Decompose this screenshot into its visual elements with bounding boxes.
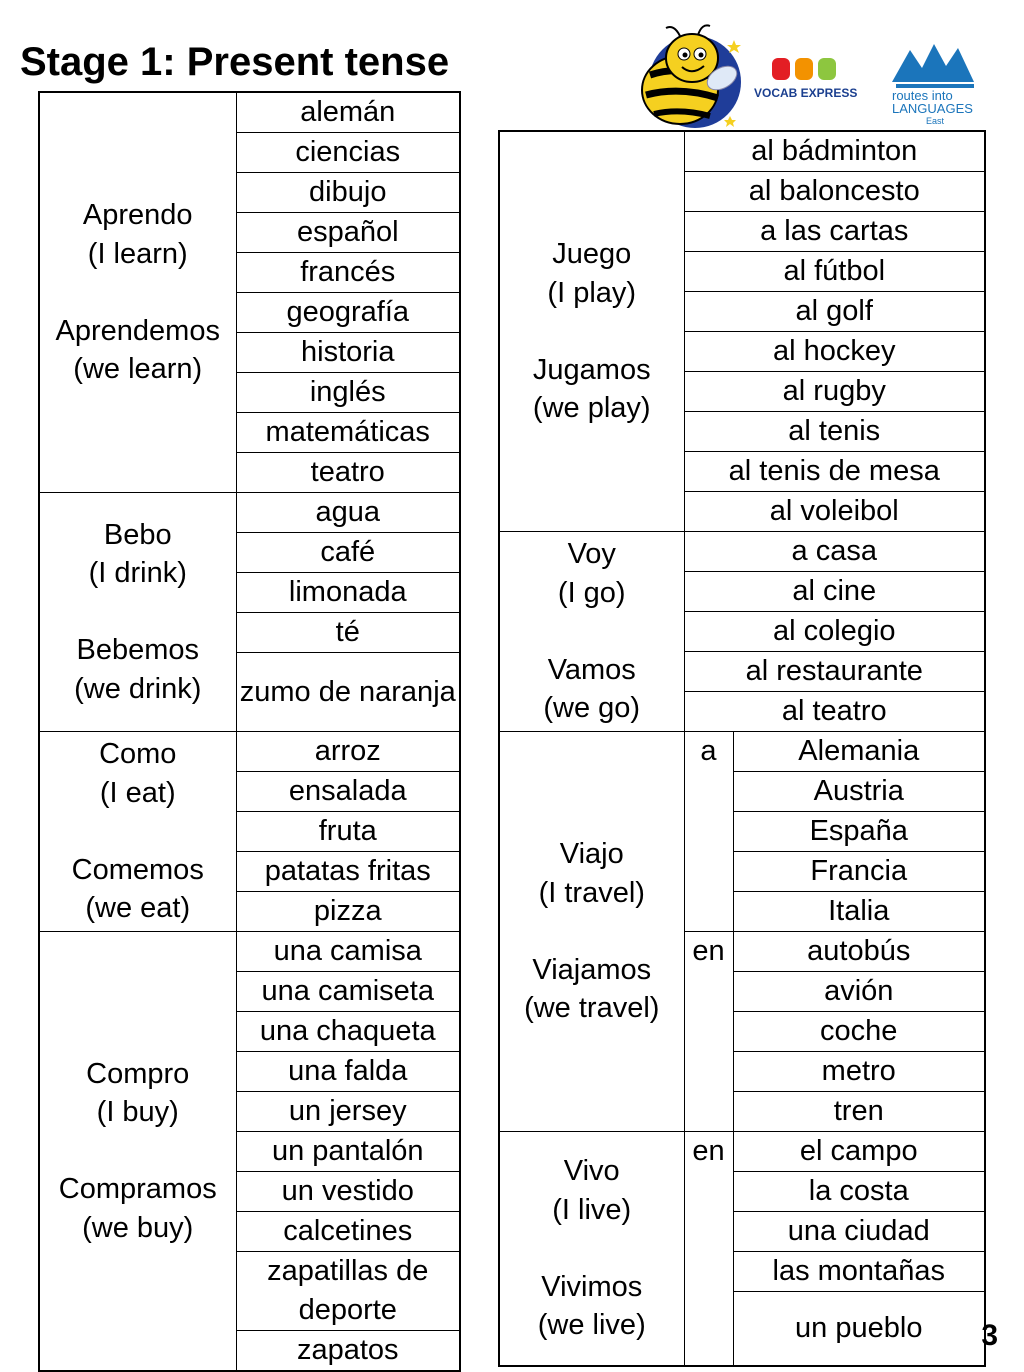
vocab-item: España [733, 812, 985, 852]
vocab-item: a las cartas [684, 212, 985, 252]
vocab-item: pizza [236, 892, 460, 932]
verb-line: (we eat) [85, 892, 191, 925]
vocab-item: al teatro [684, 692, 985, 732]
left-vocab-table [38, 91, 461, 1372]
verb-line: Vamos [547, 653, 636, 686]
verb-line: Jugamos [532, 353, 651, 386]
vocab-item: coche [733, 1012, 985, 1052]
vocab-item: zumo de naranja [236, 653, 460, 732]
verb-line: (we drink) [74, 672, 202, 705]
vocab-item: arroz [236, 732, 460, 772]
vocab-item: al tenis de mesa [684, 452, 985, 492]
vocab-item: un pueblo [733, 1292, 985, 1366]
vocab-item: un jersey [236, 1092, 460, 1132]
verb-line: Compro [86, 1057, 190, 1090]
vocab-item: zapatos [236, 1331, 460, 1372]
verb-cell-voy [499, 532, 684, 732]
verb-line: (we learn) [73, 353, 203, 386]
vocab-item: avión [733, 972, 985, 1012]
vocab-item: ciencias [236, 133, 460, 173]
vocab-item: teatro [236, 453, 460, 493]
verb-line: (we live) [537, 1309, 646, 1341]
verb-line: (I play) [547, 276, 637, 309]
vocab-item: tren [733, 1092, 985, 1132]
verb-line: (I learn) [87, 237, 188, 270]
vocab-item: metro [733, 1052, 985, 1092]
verb-line: Bebo [103, 518, 172, 551]
verb-line: (we buy) [82, 1211, 194, 1244]
verb-line: Aprendemos [55, 314, 220, 347]
verb-line: Aprendo [82, 199, 193, 232]
vocab-item: Austria [733, 772, 985, 812]
vocab-item: calcetines [236, 1212, 460, 1252]
vocab-item: zapatillas de deporte [236, 1252, 460, 1331]
page-number: 3 [981, 1319, 998, 1352]
verb-line: Compramos [58, 1173, 217, 1206]
preposition-en: en [684, 1132, 733, 1366]
verb-spacer [500, 312, 684, 351]
vocab-item: una camisa [236, 932, 460, 972]
verb-spacer [40, 593, 236, 632]
vocab-item: al rugby [684, 372, 985, 412]
vocab-express-logo [754, 58, 857, 100]
vocab-item: té [236, 613, 460, 653]
preposition-a: a [684, 732, 733, 932]
verb-line: Como [99, 738, 177, 771]
verb-line: Viajamos [532, 953, 652, 986]
vocab-item: al voleibol [684, 492, 985, 532]
verb-line: (I buy) [96, 1096, 179, 1129]
vocab-item: Italia [733, 892, 985, 932]
vocab-item: alemán [236, 92, 460, 133]
vocab-item: al tenis [684, 412, 985, 452]
vocab-item: historia [236, 333, 460, 373]
vocab-item: al baloncesto [684, 172, 985, 212]
verb-spacer [500, 912, 684, 951]
vocab-item: café [236, 533, 460, 573]
svg-text:LANGUAGES: LANGUAGES [892, 101, 973, 116]
vocab-item: al fútbol [684, 252, 985, 292]
verb-cell-viajo [499, 732, 684, 1132]
vocab-item: al cine [684, 572, 985, 612]
verb-line: (we travel) [524, 992, 660, 1025]
verb-cell-vivo [499, 1132, 684, 1366]
svg-text:VOCAB EXPRESS: VOCAB EXPRESS [754, 86, 858, 100]
verb-spacer [40, 1132, 236, 1171]
page-title: Stage 1: Present tense [20, 40, 450, 84]
verb-line: Voy [567, 538, 616, 571]
vocab-item: una camiseta [236, 972, 460, 1012]
verb-line: (I travel) [538, 876, 645, 909]
vocab-item: un vestido [236, 1172, 460, 1212]
vocab-item: una chaqueta [236, 1012, 460, 1052]
vocab-item: un pantalón [236, 1132, 460, 1172]
vocab-item: a casa [684, 532, 985, 572]
routes-into-languages-logo [892, 44, 974, 126]
verb-cell-aprendo [39, 92, 236, 493]
verb-line: Juego [552, 238, 632, 271]
vocab-item: limonada [236, 573, 460, 613]
vocab-item: dibujo [236, 173, 460, 213]
vocab-item: al bádminton [684, 131, 985, 172]
verb-line: (I eat) [99, 776, 176, 809]
vocab-item: una falda [236, 1052, 460, 1092]
vocab-item: francés [236, 253, 460, 293]
vocab-item: inglés [236, 373, 460, 413]
vocab-item: fruta [236, 812, 460, 852]
vocab-item: las montañas [733, 1252, 985, 1292]
verb-line: (I drink) [88, 557, 187, 590]
vocab-item: al restaurante [684, 652, 985, 692]
svg-text:East: East [926, 116, 945, 126]
verb-line: Vivimos [541, 1270, 643, 1303]
logos [630, 20, 990, 130]
verb-spacer [500, 1229, 684, 1268]
vocab-item: el campo [733, 1132, 985, 1172]
vocab-item: agua [236, 493, 460, 533]
verb-cell-compro [39, 932, 236, 1372]
verb-spacer [40, 812, 236, 851]
verb-cell-bebo [39, 493, 236, 732]
vocab-item: al golf [684, 292, 985, 332]
verb-line: Bebemos [76, 634, 199, 667]
verb-line: (we go) [543, 692, 641, 725]
preposition-en: en [684, 932, 733, 1132]
vocab-item: al hockey [684, 332, 985, 372]
verb-cell-juego [499, 131, 684, 532]
vocab-item: al colegio [684, 612, 985, 652]
vocab-item: matemáticas [236, 413, 460, 453]
vocab-item: Francia [733, 852, 985, 892]
verb-spacer [40, 273, 236, 312]
verb-line: Vivo [563, 1155, 620, 1187]
vocab-item: la costa [733, 1172, 985, 1212]
vocab-item: autobús [733, 932, 985, 972]
bee-mascot-icon [642, 25, 741, 128]
vocab-item: español [236, 213, 460, 253]
verb-spacer [500, 612, 684, 651]
vocab-item: patatas fritas [236, 852, 460, 892]
verb-line: Comemos [71, 853, 204, 886]
svg-text:routes into: routes into [892, 88, 953, 103]
vocab-item: ensalada [236, 772, 460, 812]
vocab-item: Alemania [733, 732, 985, 772]
right-vocab-table [498, 130, 986, 1367]
verb-line: Viajo [559, 838, 624, 871]
verb-cell-como [39, 732, 236, 932]
vocab-item: geografía [236, 293, 460, 333]
verb-line: (I live) [552, 1193, 632, 1226]
verb-line: (I go) [557, 576, 626, 609]
vocab-item: una ciudad [733, 1212, 985, 1252]
verb-line: (we play) [532, 392, 651, 425]
